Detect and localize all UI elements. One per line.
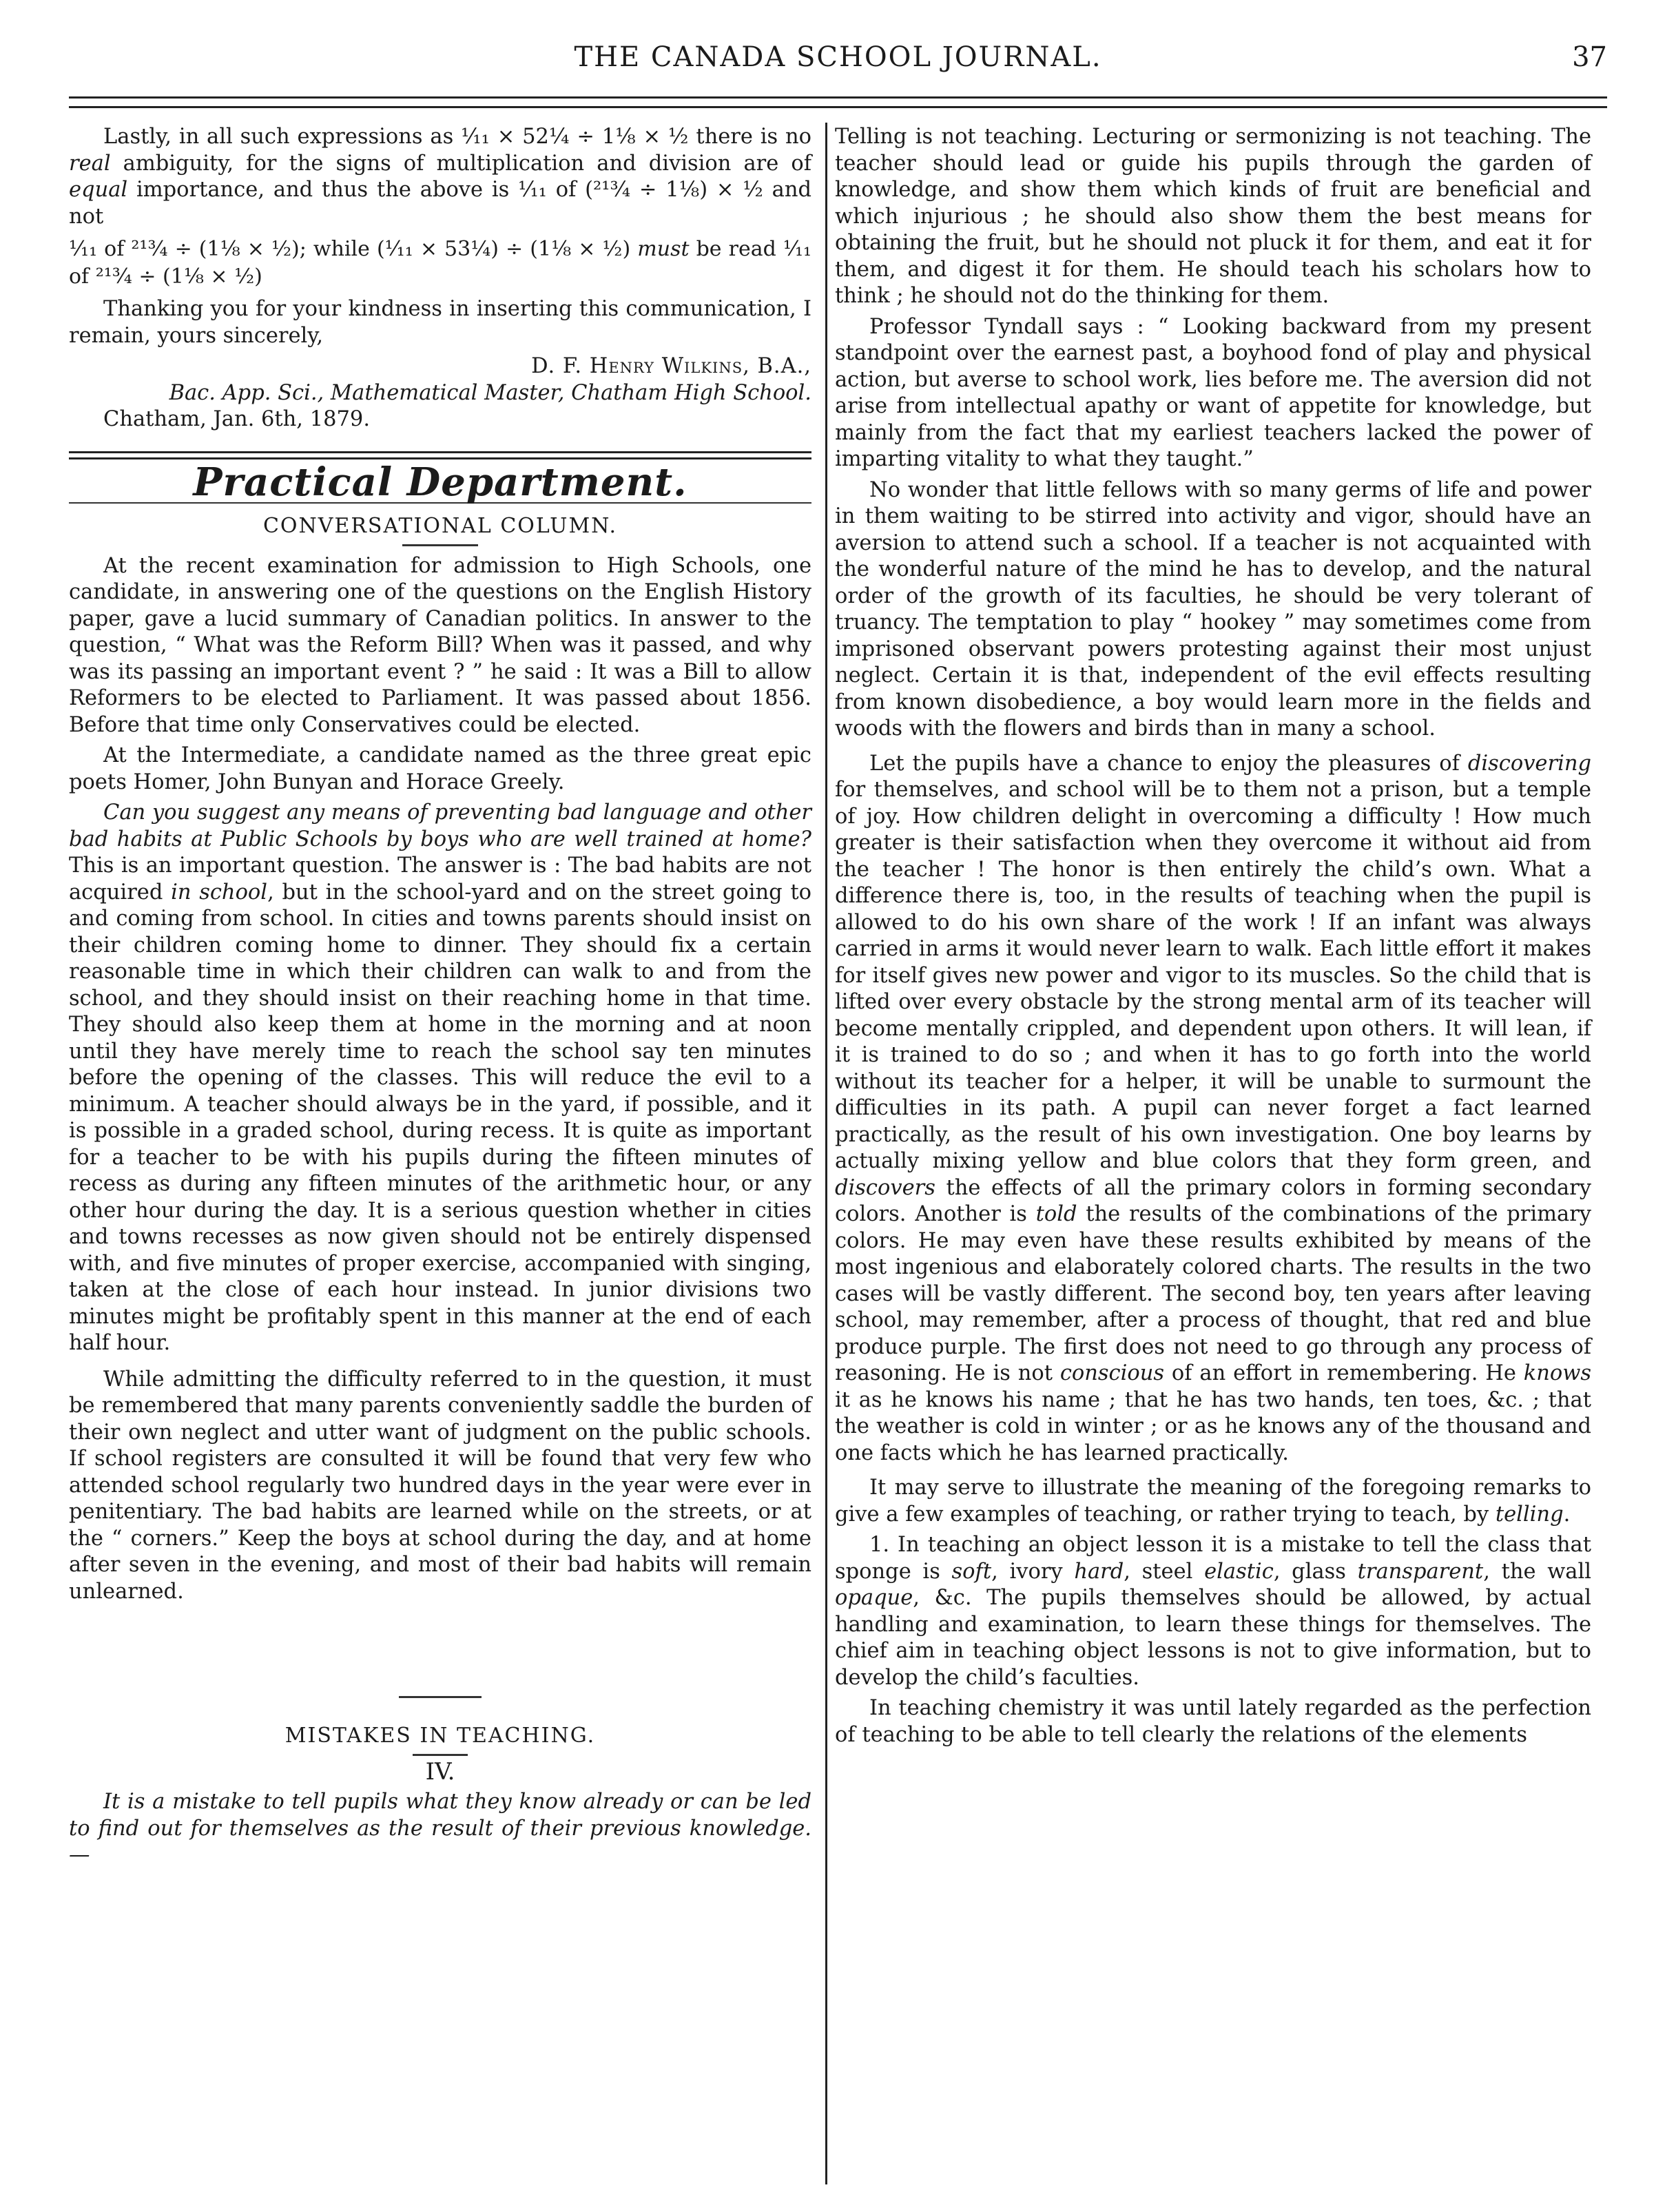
page-header [69, 41, 1607, 83]
math-expression: ¹⁄₁₁ of (²¹³⁄₄ ÷ 1⅛) × ½ [518, 178, 763, 202]
formula-line: ¹⁄₁₁ of ²¹³⁄₄ ÷ (1⅛ × ½); while (¹⁄₁₁ × 53¼) ÷ (1⅛ × ½) must be read ¹⁄₁₁ of ²¹³⁄₄ ÷ (1⅛ × ½) [69, 237, 811, 289]
signature-title: Bac. App. Sci., Mathematical Master, Chatham High School. [169, 380, 811, 405]
article-paragraph: It may serve to illustrate the meaning of the foregoing remarks to give a few examples of teaching, or rather trying to teach, by telling. [835, 1476, 1591, 1527]
article-intro: It is a mistake to tell pupils what they know already or can be led to find out for themselves as the result of their previous knowledge.— [69, 1790, 811, 1867]
page-number: 37 [1572, 41, 1607, 73]
letter-closing: Thanking you for your kindness in inserting this communication, I remain, yours sincerely, [69, 297, 811, 348]
column-heading: CONVERSATIONAL COLUMN. [262, 514, 618, 538]
column-heading: MISTAKES IN TEACHING. [284, 1724, 596, 1748]
header-rule-bottom [69, 106, 1607, 108]
article-paragraph: In teaching chemistry it was until lately regarded as the perfection of teaching to be able to tell clearly the relations of the elements [835, 1696, 1591, 1747]
part-number: IV. [425, 1757, 455, 1786]
article-paragraph: Professor Tyndall says : “ Looking backward from my present standpoint over the earnest past, a boyhood fond of play and physical action, but averse to school work, lies before me. The aversion did not arise from intellectual apathy or want of appetite for knowledge, but mainly from the fact that my earliest teachers lacked the power of imparting vitality to what they taught.” [835, 314, 1591, 471]
spacer [69, 1609, 811, 1692]
article-paragraph: Telling is not teaching. Lecturing or sermonizing is not teaching. The teacher should lead or guide his pupils through the garden of knowledge, and show them which kinds of fruit are beneficial and which injurious ; he should also show them the best means for obtaining the fruit, but he should not pluck it for them, and eat it for them, and digest it for them. He should teach his scholars how to think ; he should not do the thinking for them. [835, 125, 1591, 308]
short-rule [413, 1754, 468, 1756]
math-expression: ¹⁄₁₁ of ²¹³⁄₄ ÷ (1⅛ × ½) [69, 237, 811, 289]
article-paragraph: At the recent examination for admission to High Schools, one candidate, in answering one of the questions on the English History paper, gave a lucid summary of Canadian politics. In answer to the question, “ What was the Reform Bill? When was it passed, and why was its passing an important event ? ” he said : It was a Bill to allow Reformers to be elected to Parliament. It was passed about 1856. Before that time only Conservatives could be elected. [69, 553, 811, 737]
section-rule [69, 451, 811, 453]
journal-title: THE CANADA SCHOOL JOURNAL. [574, 41, 1102, 73]
department-heading: Practical Department. [193, 459, 687, 505]
column-divider [825, 123, 827, 2184]
left-column [69, 124, 811, 1873]
article-paragraph: While admitting the difficulty referred to in the question, it must be remembered that many parents conveniently saddle the burden of their own neglect and utter want of judgment on the public schools. If school registers are consulted it will be found that very few who attended school regularly two hundred days in the year were ever in penitentiary. The bad habits are learned while on the streets, or at the “ corners.” Keep the boys at school during the day, and at home after seven in the evening, and most of their bad habits will remain unlearned. [69, 1367, 811, 1604]
letter-paragraph: Lastly, in all such expressions as ¹⁄₁₁ × 52¼ ÷ 1⅛ × ½ there is no real ambiguity, for the signs of multiplication and division are of equal importance, and thus the above is ¹⁄₁₁ of (²¹³⁄₄ ÷ 1⅛) × ½ and not [69, 125, 812, 229]
right-column [835, 124, 1591, 1753]
article-paragraph: No wonder that little fellows with so many germs of life and power in them waiting to be stirred into activity and vigor, should have an aversion to attend such a school. If a teacher is not acquainted with the wonderful nature of the mind he has to develop, and the natural order of the growth of its faculties, he should be very tolerant of truancy. The temptation to play “ hookey ” may sometimes come from imprisoned observant powers protesting against their most unjust neglect. Certain it is that, independent of the evil effects resulting from known disobedience, a boy would learn more in the fields and woods with the flowers and birds than in many a school. [835, 477, 1591, 741]
math-expression: ¹⁄₁₁ of ²¹³⁄₄ ÷ (1⅛ × ½) [69, 237, 300, 261]
signature: D. F. Henry Wilkins, B.A., [531, 354, 811, 378]
header-rule-top [69, 96, 1607, 99]
article-paragraph: At the Intermediate, a candidate named as the three great epic poets Homer, John Bunyan and Horace Greely. [69, 743, 811, 794]
math-expression: ¹⁄₁₁ × 52¼ ÷ 1⅛ × ½ [461, 125, 689, 149]
article-paragraph: Can you suggest any means of preventing bad language and other bad habits at Public Schools by boys who are well trained at home? This is an important question. The answer is : The bad habits are not acquired in school, but in the school-yard and on the street going to and coming from school. In cities and towns parents should insist on their children coming home to dinner. They should fix a certain reasonable time in which their children can walk to and from the school, and they should insist on their reaching home in that time. They should also keep them at home in the morning and at noon until they have merely time to reach the school say ten minutes before the opening of the classes. This will reduce the evil to a minimum. A teacher should always be in the yard, if possible, and it is possible in a graded school, during recess. It is quite as important for a teacher to be with his pupils during the fifteen minutes of recess as during any fifteen minutes of the arithmetic hour, or any other hour during the day. It is a serious question whether in cities and towns recesses as now given should not be entirely dispensed with, and five minutes of proper exercise, accompanied with singing, taken at the close of each hour instead. In junior divisions two minutes might be profitably spent in this manner at the end of each half hour. [69, 800, 812, 1355]
numbered-item: 1. In teaching an object lesson it is a mistake to tell the class that sponge is soft, ivory hard, steel elastic, glass transparent, the wall opaque, &c. The pupils themselves should be allowed, by actual handling and examination, to learn these things for themselves. The chief aim in teaching object lessons is not to give information, but to develop the child’s faculties. [835, 1533, 1592, 1690]
article-paragraph: Let the pupils have a chance to enjoy the pleasures of discovering for themselves, and school will be to them not a prison, but a temple of joy. How children delight in overcoming a difficulty ! How much greater is their satisfaction when they overcome it without aid from the teacher ! The honor is then entirely the child’s own. What a difference there is, too, in the results of teaching when the pupil is allowed to do his own share of the work ! If an infant was always carried in arms it would never learn to walk. Each little effort it makes for itself gives new power and vigor to its muscles. So the child that is lifted over every obstacle by the strong mental arm of its teacher will become mentally crippled, and dependent upon others. It will lean, if it is trained to do so ; and when it has to go forth into the world without its teacher for a helper, it will be unable to surmount the difficulties in its path. A pupil can never forget a fact learned practically, as the result of his own investigation. One boy learns by actually mixing yellow and blue colors that they form green, and discovers the effects of all the primary colors in forming secondary colors. Another is told the results of the combinations of the primary colors. He may even have these results exhibited by means of the most ingenious and elaborately colored charts. The results in the two cases will be vastly different. The second boy, ten years after leaving school, may remember, after a process of thought, that red and blue produce purple. The first does not need to go through any process of reasoning. He is not conscious of an effort in remembering. He knows it as he knows his name ; that he has two hands, ten toes, &c. ; that the weather is cold in winter ; or as he knows any of the thousand and one facts which he has learned practically. [835, 751, 1592, 1465]
short-rule [399, 1696, 482, 1698]
question-text: Can you suggest any means of preventing bad language and other bad habits at Public Schools by boys who are well trained at home? [69, 800, 811, 851]
dateline: Chatham, Jan. 6th, 1879. [103, 407, 371, 431]
short-rule [402, 544, 478, 546]
